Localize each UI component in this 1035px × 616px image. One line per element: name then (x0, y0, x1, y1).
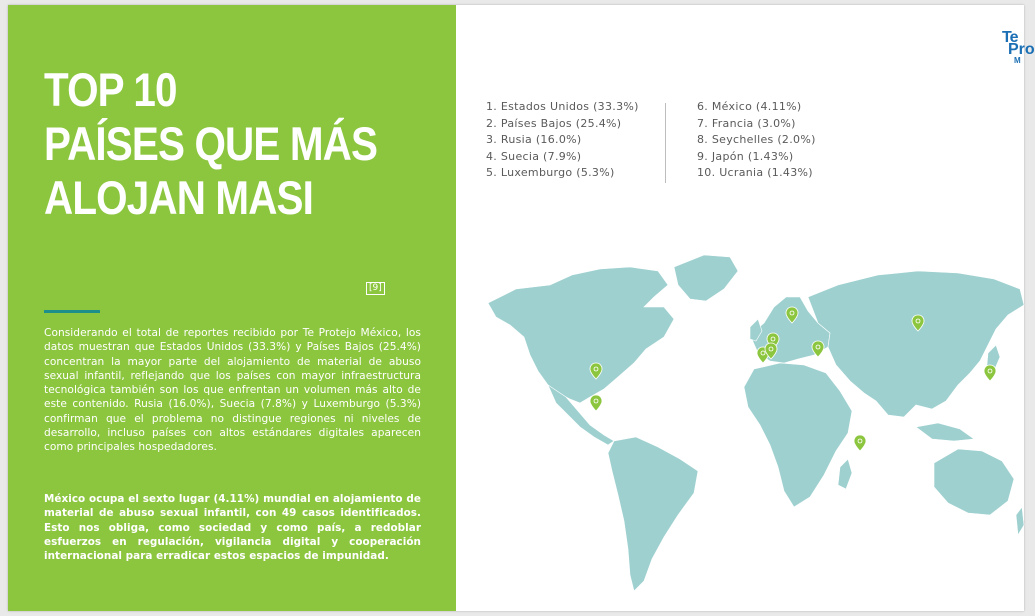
logo-text-3: M (1014, 56, 1021, 65)
ranking-item: 6. México (4.11%) (697, 100, 802, 113)
map-pin-icon (984, 365, 996, 381)
world-map (468, 245, 1024, 611)
ranking-item: 5. Luxemburgo (5.3%) (486, 166, 615, 180)
indonesia-shape (916, 423, 974, 441)
south-america-shape (608, 437, 698, 591)
te-protejo-logo (1002, 29, 1035, 69)
map-pin-icon (854, 435, 866, 451)
ranking-item: 9. Japón (1.43%) (697, 149, 794, 163)
ranking-item: 4. Suecia (7.9%) (486, 149, 582, 163)
title-line-1: TOP 10 (44, 63, 177, 116)
document-page (8, 5, 1035, 611)
title-underline (44, 310, 100, 313)
ranking-list-2 (697, 99, 816, 182)
madagascar-shape (838, 459, 852, 489)
map-landmasses (488, 255, 1024, 591)
greenland-shape (674, 255, 738, 301)
logo-text-2: Pro (1008, 41, 1035, 58)
australia-shape (934, 449, 1014, 515)
africa-shape (744, 363, 852, 507)
body-paragraph: Considerando el total de reportes recibido por Te Protejo México, los datos muestran que Estados Unidos (33.3%) y Países Bajos (25.4%) concentran la mayor parte del alojamiento de material de abuso sexual infantil, reflejando que los países con mayor infraestructura tecnológica también son los que enfrentan un volumen más alto de este contenido. Rusia (16.0%), Suecia (7.8%) y Luxemburgo (5.3%) confirman que el problema no distingue regiones ni niveles de desarrollo, incluso países con altos estándares digitales aparecen como principales hospedadores. (44, 327, 421, 454)
ranking-item: 8. Seychelles (2.0%) (697, 133, 816, 147)
highlight-paragraph: México ocupa el sexto lugar (4.11%) mundial en alojamiento de material de abuso sexual infantil, con 49 casos identificados. Esto nos obliga, como sociedad y como país, a redoblar esfuerzos en regulación, vigilancia digital y cooperación internacional para erradicar estos espacios de impunidad. (44, 493, 421, 563)
ranking-list-1 (486, 99, 639, 182)
list-divider (665, 103, 666, 183)
map-pin-icon (590, 395, 602, 411)
title-line-2: PAÍSES QUE MÁS (44, 117, 378, 170)
title-line-3: ALOJAN MASI (44, 171, 314, 224)
green-panel (8, 5, 456, 611)
ranking-item: 1. Estados Unidos (33.3%) (486, 100, 639, 113)
ranking-item: 3. Rusia (16.0%) (486, 133, 582, 147)
new-zealand-shape (1016, 507, 1024, 535)
page-title (44, 63, 388, 225)
north-america-shape (488, 267, 674, 403)
ranking-item: 7. Francia (3.0%) (697, 116, 796, 130)
ranking-item: 10. Ucrania (1.43%) (697, 166, 813, 180)
reference-mark: [9] (366, 282, 385, 295)
logo-text-1: Te (1002, 29, 1018, 46)
ranking-item: 2. Países Bajos (25.4%) (486, 116, 622, 130)
